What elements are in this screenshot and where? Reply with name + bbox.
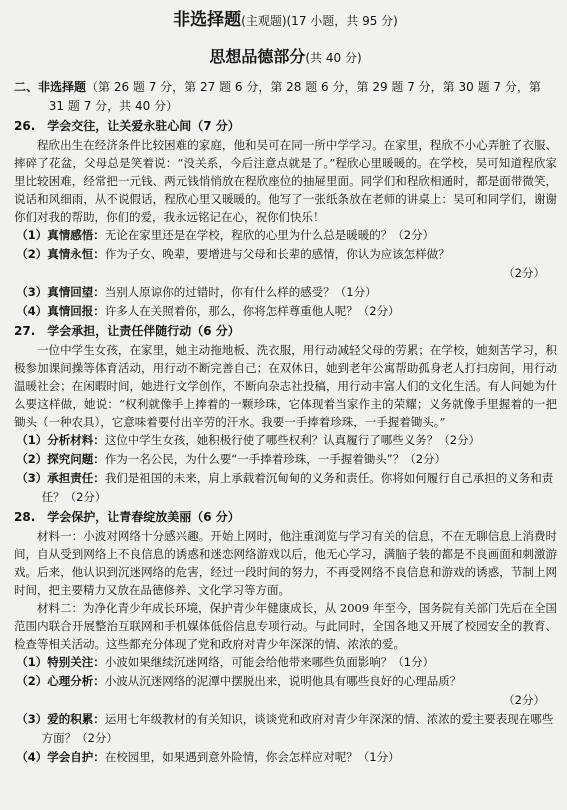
item-text: 当别人原谅你的过错时，你有什么样的感受？（1分） — [104, 285, 377, 299]
section-heading — [14, 78, 557, 116]
item-label: （4）真情回报： — [16, 304, 105, 318]
item-text: 运用七年级教材的有关知识，谈谈党和政府对青少年深深的情、浓浓的爱主要表现在哪些方面？（2分） — [41, 712, 554, 745]
subtitle-main: 思想品德部分 — [209, 47, 306, 66]
q27-item-1 — [14, 431, 557, 450]
q28-item-1 — [14, 653, 557, 672]
item-text: 我们是祖国的未来，肩上承载着沉甸甸的义务和责任。你将如何履行自己承担的义务和责任？（2分） — [41, 471, 554, 504]
item-label: （3）承担责任： — [16, 471, 105, 485]
section-label: 二、非选择题 — [14, 80, 87, 94]
item-text: 无论在家里还是在学校，程欣的心里为什么总是暖暖的？（2分） — [104, 228, 435, 242]
q27-item-2 — [14, 450, 557, 469]
item-label: （1）真情感悟： — [16, 228, 105, 242]
q27-item-3 — [14, 469, 557, 507]
section-text: （第 26 题 7 分，第 27 题 6 分，第 28 题 6 分，第 29 题 7 分，第 30 题 7 分，第 31 题 7 分，共 40 分） — [48, 80, 541, 113]
item-text: 这位中学生女孩，她积极行使了哪些权利？认真履行了哪些义务？（2分） — [104, 433, 481, 447]
q26-item-4 — [14, 302, 557, 321]
title-main: 非选择题 — [173, 10, 242, 30]
question-28-material-2: 材料二：为净化青少年成长环境，保护青少年健康成长，从 2009 年至今，国务院有关部门先后在全国范围内联合开展整治互联网和手机媒体低俗信息专项行动。与此同时，全国各地又开展了校园安全的教育、检查等相关活动。这些都充分体现了党和政府对青少年深深的情、浓浓的爱。 — [14, 601, 557, 651]
q26-item-2-score: （2分） — [503, 266, 545, 280]
title-note: (主观题)(17 小题，共 95 分) — [241, 14, 398, 28]
q28-item-3 — [14, 710, 557, 748]
question-28-material-1: 材料一：小波对网络十分感兴趣。开始上网时，他注重浏览与学习有关的信息，不在无聊信息上消费时间，自从受到网络上不良信息的诱惑和迷恋网络游戏以后，他无心学习，满脑子装的都是不良画面和刺激游戏。后来，他认识到沉迷网络的危害，经过一段时间的努力，不再受网络不良信息和游戏的诱惑，节制上网时间，把主要精力又放在品德修养、文化学习等方面。 — [14, 529, 557, 597]
question-27-passage: 一位中学生女孩，在家里，她主动拖地板、洗衣服，用行动减轻父母的劳累；在学校，她刻苦学习，积极参加课间操等体育活动，用行动不断完善自己；在双休日，她到老年公寓帮助孤身老人打扫房间，用行动温暖社会；在闲暇时间，她进行文学创作，不断向杂志社投稿，用行动丰富人们的文化生活。有人问她为什么要这样做，她说：“权利就像手上捧着的一颗珍珠，它体现着当家作主的荣耀；义务就像手里握着的一把锄头（一种农具），它意味着要付出辛劳的汗水。我要一手捧着珍珠，一手握着锄头。” — [14, 343, 557, 429]
subtitle-note: (共 40 分) — [305, 51, 362, 65]
item-label: （1）分析材料： — [16, 433, 105, 447]
question-27-heading: 27. 学会承担，让责任伴随行动（6 分） — [14, 324, 240, 338]
q26-item-2 — [14, 245, 557, 264]
q26-item-3 — [14, 283, 557, 302]
question-28-heading: 28. 学会保护，让青春绽放美丽（6 分） — [14, 510, 240, 524]
item-label: （1）特别关注： — [16, 655, 105, 669]
item-label: （2）探究问题： — [16, 452, 105, 466]
q26-item-1 — [14, 226, 557, 245]
q28-item-4 — [14, 748, 557, 767]
item-label: （2）心理分析： — [16, 674, 105, 688]
item-text: 作为一名公民，为什么要“一手捧着珍珠，一手握着锄头”？（2分） — [104, 452, 447, 466]
question-26-heading: 26. 学会交往，让关爱永驻心间（7 分） — [14, 119, 240, 133]
item-text: 小波如果继续沉迷网络，可能会给他带来哪些负面影响？（1分） — [104, 655, 435, 669]
item-label: （2）真情永恒： — [16, 247, 105, 261]
item-text: 在校园里，如果遇到意外险情，你会怎样应对呢？（1分） — [104, 750, 400, 764]
paper-title — [14, 6, 557, 34]
item-label: （3）真情回望： — [16, 285, 105, 299]
item-text: 许多人在关照着你，那么，你将怎样尊重他人呢？（2分） — [104, 304, 400, 318]
item-text: 作为子女、晚辈，要增进与父母和长辈的感情，你认为应该怎样做？ — [104, 247, 450, 261]
item-text: 小波从沉迷网络的泥潭中摆脱出来，说明他具有哪些良好的心理品质？ — [104, 674, 462, 688]
item-label: （3）爱的积累： — [16, 712, 105, 726]
q28-item-2-score: （2分） — [503, 693, 545, 707]
section-subtitle — [14, 42, 557, 72]
question-26-passage: 程欣出生在经济条件比较困难的家庭，他和吴可在同一所中学学习。在家里，程欣不小心弄脏了衣服、摔碎了花盆，父母总是笑着说：“没关系，今后注意点就是了。”程欣心里暖暖的。在学校，吴可知道程欣家里比较困难，经常把一元钱、两元钱悄悄放在程欣座位的抽屉里面。同学们和程欣相通时，都是面带微笑，说话和风细雨，从不说假话，程欣心里又暖暖的。他写了一张纸条放在老师的讲桌上：吴可和同学们，谢谢你们对我的帮助，你们的爱，我永远铭记在心，祝你们快乐！ — [14, 138, 557, 224]
item-label: （4）学会自护： — [16, 750, 105, 764]
q28-item-2 — [14, 672, 557, 691]
